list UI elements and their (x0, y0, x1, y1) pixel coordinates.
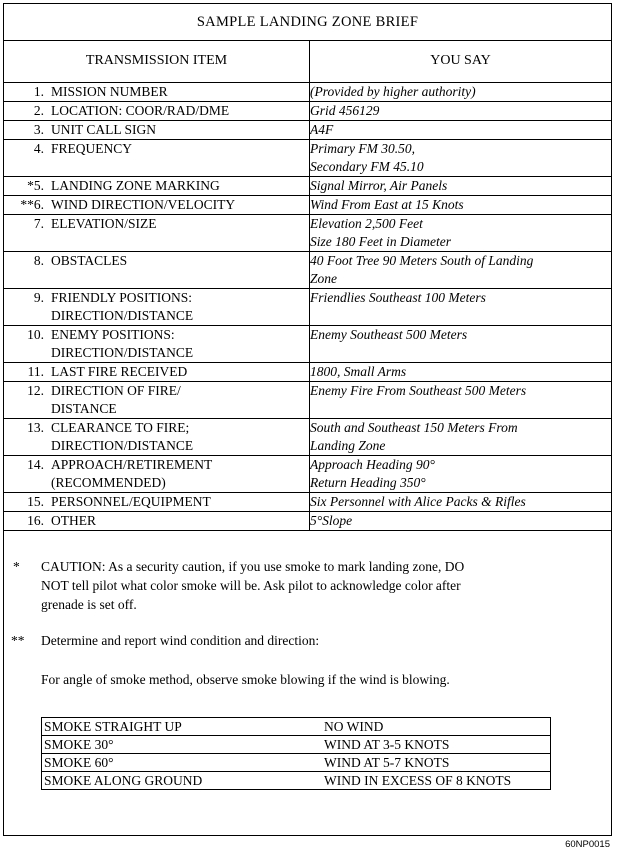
transmission-item-cell (4, 289, 310, 326)
wind-asterisks: ** (11, 633, 25, 648)
transmission-item-cell (4, 252, 310, 289)
transmission-item-cell (4, 456, 310, 493)
brief-table (4, 40, 611, 531)
you-say-cell (310, 382, 612, 419)
table-row (4, 363, 611, 382)
wind-condition: WIND AT 5-7 KNOTS (322, 754, 551, 772)
item-number: 2. (33, 103, 44, 118)
item-label: DIRECTION OF FIRE/ (51, 383, 181, 398)
you-say-text: (Provided by higher authority) (310, 84, 476, 99)
you-say-cell (310, 326, 612, 363)
item-label: OTHER (51, 513, 96, 528)
item-number: 10. (27, 327, 44, 342)
you-say-cell (310, 196, 612, 215)
header-transmission-item: TRANSMISSION ITEM (4, 40, 310, 83)
table-row (4, 215, 611, 252)
you-say-text: 1800, Small Arms (310, 364, 407, 379)
item-label: OBSTACLES (51, 253, 128, 268)
table-row (4, 252, 611, 289)
page-title: SAMPLE LANDING ZONE BRIEF (4, 4, 611, 41)
wind-condition: WIND AT 3-5 KNOTS (322, 736, 551, 754)
wind-condition: WIND IN EXCESS OF 8 KNOTS (322, 772, 551, 790)
item-label: DIRECTION/DISTANCE (51, 345, 194, 360)
item-label: PERSONNEL/EQUIPMENT (51, 494, 211, 509)
transmission-item-cell (4, 83, 310, 102)
item-label: DIRECTION/DISTANCE (51, 438, 194, 453)
you-say-cell (310, 215, 612, 252)
item-number: 8. (33, 253, 44, 268)
table-row (4, 140, 611, 177)
table-row (4, 493, 611, 512)
item-label: (RECOMMENDED) (51, 475, 166, 490)
item-number: *5. (27, 178, 44, 193)
smoke-row (42, 718, 551, 736)
item-number: **6. (20, 197, 44, 212)
item-label: UNIT CALL SIGN (51, 122, 156, 137)
you-say-text: A4F (310, 122, 334, 137)
table-row (4, 326, 611, 363)
you-say-cell (310, 121, 612, 140)
you-say-cell (310, 456, 612, 493)
you-say-cell (310, 419, 612, 456)
item-number: 1. (33, 84, 44, 99)
item-number: 4. (33, 141, 44, 156)
item-number: 7. (33, 216, 44, 231)
you-say-text: Secondary FM 45.10 (310, 159, 424, 174)
transmission-item-cell (4, 121, 310, 140)
transmission-item-cell (4, 382, 310, 419)
item-number: 16. (27, 513, 44, 528)
you-say-text: Landing Zone (310, 438, 386, 453)
table-row (4, 456, 611, 493)
caution-line: grenade is set off. (41, 597, 137, 612)
you-say-text: 40 Foot Tree 90 Meters South of Landing (310, 253, 534, 268)
wind-condition: NO WIND (324, 719, 384, 734)
smoke-row (42, 736, 551, 754)
caution-line: CAUTION: As a security caution, if you use smoke to mark landing zone, DO (41, 559, 465, 574)
smoke-row (42, 772, 551, 790)
item-number: 15. (27, 494, 44, 509)
you-say-text: Primary FM 30.50, (310, 141, 415, 156)
you-say-text: 5°Slope (310, 513, 353, 528)
caution-line: NOT tell pilot what color smoke will be. Ask pilot to acknowledge color after (41, 578, 461, 593)
item-label: APPROACH/RETIREMENT (51, 457, 213, 472)
transmission-item-cell (4, 196, 310, 215)
table-header-row (4, 40, 611, 83)
wind-line: Determine and report wind condition and direction: (41, 633, 320, 648)
smoke-condition: SMOKE STRAIGHT UP (44, 719, 182, 734)
table-row (4, 121, 611, 140)
transmission-item-cell (4, 512, 310, 531)
you-say-cell (310, 512, 612, 531)
you-say-text: Elevation 2,500 Feet (310, 216, 423, 231)
item-label: DISTANCE (51, 401, 117, 416)
caution-asterisk: * (13, 559, 20, 574)
item-label: FREQUENCY (51, 141, 133, 156)
table-row (4, 512, 611, 531)
you-say-cell (310, 102, 612, 121)
item-number: 3. (33, 122, 44, 137)
you-say-text: Return Heading 350° (310, 475, 426, 490)
smoke-condition: SMOKE 60° (42, 754, 323, 772)
item-number: 11. (27, 364, 44, 379)
transmission-item-cell (4, 493, 310, 512)
you-say-text: Six Personnel with Alice Packs & Rifles (310, 494, 526, 509)
item-label: MISSION NUMBER (51, 84, 168, 99)
you-say-text: Signal Mirror, Air Panels (310, 178, 448, 193)
smoke-condition: SMOKE 30° (42, 736, 323, 754)
you-say-text: Zone (310, 271, 337, 286)
transmission-item-cell (4, 140, 310, 177)
transmission-item-cell (4, 363, 310, 382)
table-row (4, 419, 611, 456)
transmission-item-cell (4, 177, 310, 196)
you-say-text: Size 180 Feet in Diameter (310, 234, 451, 249)
you-say-cell (310, 177, 612, 196)
item-label: LAST FIRE RECEIVED (51, 364, 188, 379)
table-row (4, 102, 611, 121)
item-label: ELEVATION/SIZE (51, 216, 157, 231)
smoke-table (41, 717, 551, 790)
header-you-say: YOU SAY (430, 53, 491, 68)
you-say-cell (310, 252, 612, 289)
table-row (4, 196, 611, 215)
item-label: LOCATION: COOR/RAD/DME (51, 103, 230, 118)
smoke-row (42, 754, 551, 772)
table-row (4, 382, 611, 419)
you-say-cell (310, 83, 612, 102)
item-label: WIND DIRECTION/VELOCITY (51, 197, 236, 212)
table-row (4, 177, 611, 196)
item-number: 12. (27, 383, 44, 398)
you-say-cell (310, 363, 612, 382)
smoke-condition: SMOKE ALONG GROUND (42, 772, 323, 790)
you-say-cell (310, 493, 612, 512)
smoke-method-line: For angle of smoke method, observe smoke blowing if the wind is blowing. (41, 672, 450, 687)
item-label: LANDING ZONE MARKING (51, 178, 220, 193)
you-say-cell (310, 289, 612, 326)
figure-code: 60NP0015 (565, 839, 610, 850)
item-label: DIRECTION/DISTANCE (51, 308, 194, 323)
item-label: ENEMY POSITIONS: (51, 327, 175, 342)
transmission-item-cell (4, 215, 310, 252)
table-row (4, 83, 611, 102)
you-say-text: Approach Heading 90° (310, 457, 435, 472)
you-say-cell (310, 140, 612, 177)
you-say-text: Wind From East at 15 Knots (310, 197, 464, 212)
item-number: 9. (33, 290, 44, 305)
item-label: FRIENDLY POSITIONS: (51, 290, 193, 305)
you-say-text: South and Southeast 150 Meters From (310, 420, 518, 435)
transmission-item-cell (4, 419, 310, 456)
you-say-text: Enemy Southeast 500 Meters (310, 327, 468, 342)
item-number: 13. (27, 420, 44, 435)
transmission-item-cell (4, 102, 310, 121)
you-say-text: Enemy Fire From Southeast 500 Meters (310, 383, 527, 398)
table-row (4, 289, 611, 326)
document-frame (3, 3, 612, 836)
item-number: 14. (27, 457, 44, 472)
you-say-text: Friendlies Southeast 100 Meters (310, 290, 486, 305)
item-label: CLEARANCE TO FIRE; (51, 420, 190, 435)
you-say-text: Grid 456129 (310, 103, 380, 118)
transmission-item-cell (4, 326, 310, 363)
